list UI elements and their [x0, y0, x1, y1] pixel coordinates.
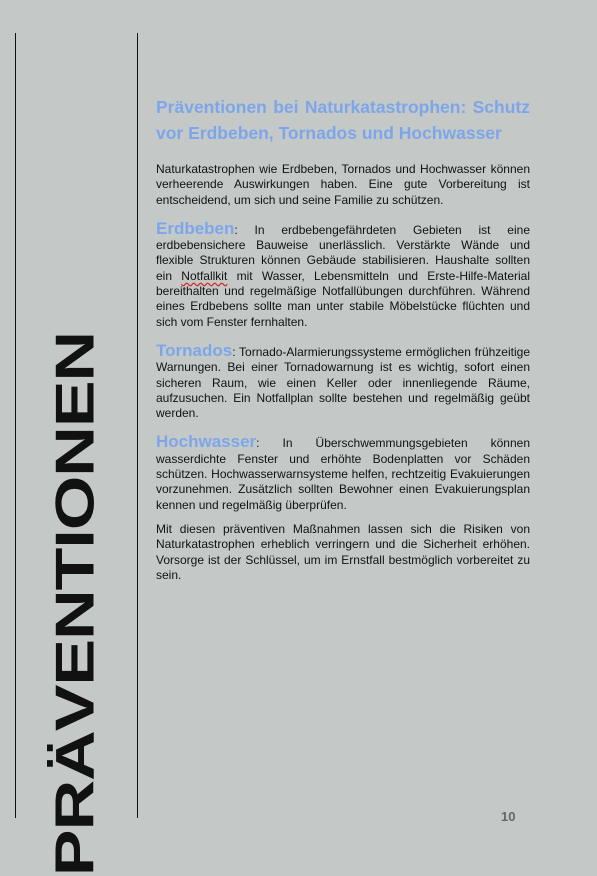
side-title: PRÄVENTIONEN	[44, 331, 106, 876]
conclusion-paragraph: Mit diesen präventiven Maßnahmen lassen sich die Risiken von Naturkatastrophen erheblich verringern und die Sicherheit erhöhen. Vorsorge ist der Schlüssel, um im Ernstfall bestmöglich vorbereitet zu sein.	[156, 521, 530, 582]
page-number: 10	[501, 809, 516, 824]
article	[156, 94, 530, 596]
section-erdbeben: Erdbeben: In erdbebengefährdeten Gebieten ist eine erdbebensichere Bauweise unerlässlich. Verstärkte Wände und flexible Strukturen können Gebäude stabilisieren. Haushalte sollten ein Notfallkit mit Wasser, Lebensmitteln und Erste-Hilfe-Material bereithalten und regelmäßige Notfallübungen durchführen. Während eines Erdbebens sollte man unter stabile Möbelstücke flüchten und sich vom Fenster fernhalten.	[156, 218, 530, 329]
spellcheck-marked-word: Notfallkit	[181, 268, 228, 283]
section-title-tornados: Tornados	[156, 340, 233, 360]
page-heading: Präventionen bei Naturkatastrophen: Schutz vor Erdbeben, Tornados und Hochwasser	[156, 97, 530, 143]
section-title-hochwasser: Hochwasser	[156, 432, 257, 452]
intro-paragraph: Naturkatastrophen wie Erdbeben, Tornados und Hochwasser können verheerende Auswirkungen haben. Eine gute Vorbereitung ist entscheidend, um sich und seine Familie zu schützen.	[156, 162, 530, 207]
section-title-erdbeben: Erdbeben	[156, 218, 235, 238]
right-margin-rule	[137, 33, 138, 818]
section-hochwasser: Hochwasser: In Überschwemmungsgebieten können wasserdichte Fenster und erhöhte Bodenplatten vor Schäden schützen. Hochwasserwarnsysteme helfen, rechtzeitig Evakuierungen vorzunehmen. Zusätzlich sollten Bewohner einen Evakuierungsplan kennen und regelmäßig überprüfen.	[156, 432, 530, 512]
left-margin-rule	[15, 33, 16, 818]
section-tornados: Tornados: Tornado-Alarmierungssysteme ermöglichen frühzeitige Warnungen. Bei einer Tornadowarnung ist es wichtig, sofort einen sicheren Raum, wie einen Keller oder innenliegende Räume, aufzusuchen. Ein Notfallplan sollte bestehen und regelmäßig geübt werden.	[156, 340, 530, 421]
